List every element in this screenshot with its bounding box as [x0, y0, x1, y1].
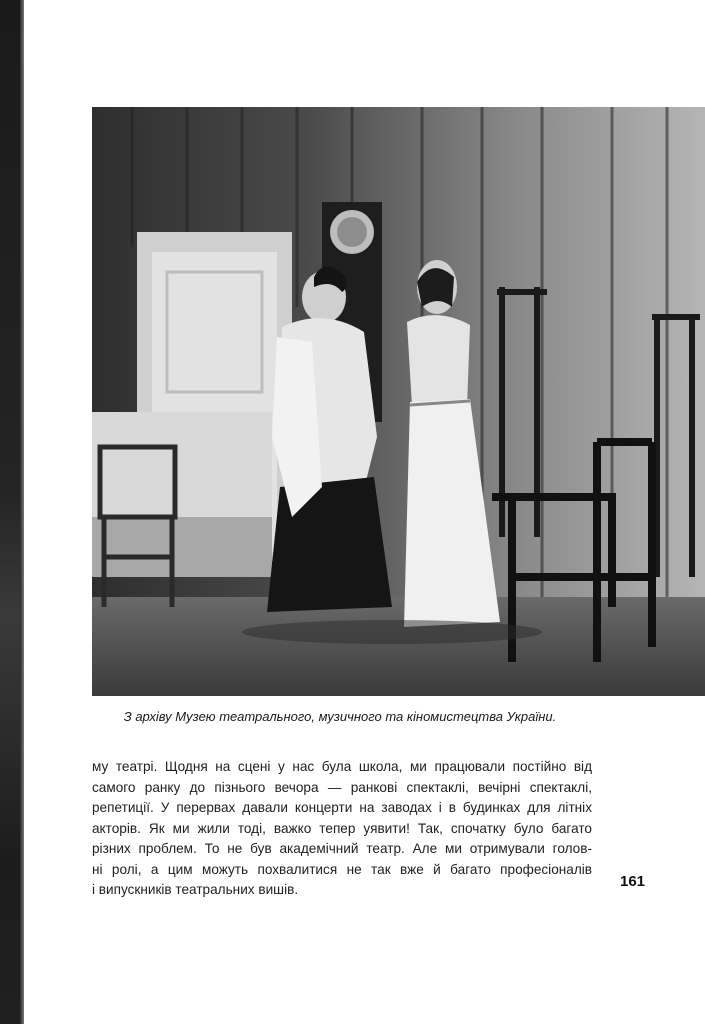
body-line: самого ранку до пізнього вечора — ранкові спектаклі, вечірні спектаклі,: [92, 779, 592, 795]
stage-photograph: [92, 107, 705, 696]
body-line: му театрі. Щодня на сцені у нас була школа, ми працювали постійно від: [92, 759, 592, 774]
body-line: репетиції. У перервах давали концерти на заводах і в будинках для літніх: [92, 800, 592, 815]
stage-photo-illustration: [92, 107, 705, 696]
body-line: ні ролі, а цим можуть похвалитися не так вже й багато професіоналів: [92, 861, 592, 877]
photo-caption: З архіву Музею театрального, музичного та кіномистецтва України.: [123, 709, 557, 724]
book-spine-shadow: [0, 0, 24, 1024]
body-paragraph: [92, 757, 592, 901]
page-number: 161: [620, 873, 646, 890]
body-line: акторів. Як ми жили тоді, важко тепер уявити! Так, спочатку було багато: [92, 820, 592, 836]
body-line: і випускників театральних вишів.: [92, 882, 299, 897]
body-line: різних проблем. То не був академічний театр. Але ми отримували голов-: [92, 841, 592, 856]
